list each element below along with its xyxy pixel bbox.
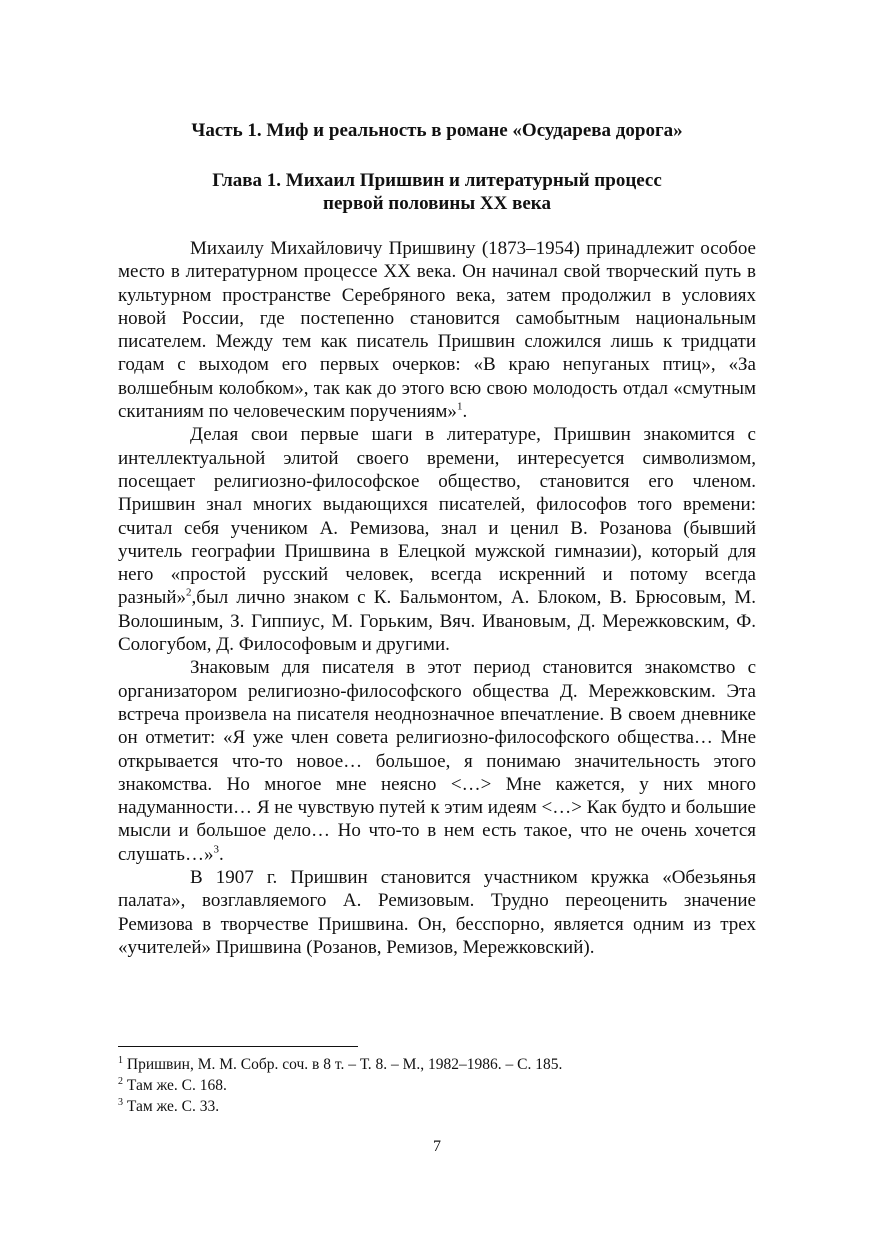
paragraph-1 [118,237,756,423]
chapter-title-line-2: первой половины XX века [323,193,551,214]
chapter-title [118,169,756,215]
footnote-number: 2 [118,1075,123,1087]
part-title: Часть 1. Миф и реальность в романе «Осударева дорога» [191,120,683,141]
paragraph-tail: . [218,843,224,865]
page-number: 7 [433,1138,441,1155]
paragraph-text: В 1907 г. Пришвин становится участником кружка «Обезьянья палата», возглавляемого А. Ремизовым. Трудно переоценить значение Ремизова в творчестве Пришвина. Он, бесспорно, является одним из трех «учителей» Пришвина (Розанов, Ремизов, Мережковский). [118,867,756,958]
paragraph-tail: ,был лично знаком с К. Бальмонтом, А. Блоком, В. Брюсовым, М. Волошиным, З. Гиппиус, М. Горьким, Вяч. Ивановым, Д. Мережковским, Ф. Сологубом, Д. Философовым и другими. [118,587,756,656]
footnote-text: Там же. С. 33. [126,1098,220,1115]
footnote-ref-1: 1 [456,400,463,413]
body-text [118,237,756,959]
paragraph-text: Делая свои первые шаги в литературе, Пришвин знакомится с интеллектуальной элитой своего времени, интересуется символизмом, посещает религиозно-философское общество, становится его членом. Пришвин знал многих выдающихся писателей, философов того времени: считал себя учеником А. Ремизова, знал и ценил В. Розанова (бывший учитель географии Пришвина в Елецкой мужской гимназии), который для него «простой русский человек, всегда искренний и потому всегда разный» [118,424,756,609]
chapter-title-line-1: Глава 1. Михаил Пришвин и литературный процесс [212,170,662,191]
footnote-number: 3 [118,1096,123,1108]
footnote-text: Пришвин, М. М. Собр. соч. в 8 т. – Т. 8. – М., 1982–1986. – С. 185. [126,1056,563,1073]
paragraph-tail: . [462,401,468,423]
footnote-2 [118,1075,756,1096]
paragraph-text: Знаковым для писателя в этот период становится знакомство с организатором религиозно-философского общества Д. Мережковским. Эта встреча произвела на писателя неоднозначное впечатление. В своем дневнике он отметит: «Я уже член совета религиозно-философского общества… Мне открывается что-то новое… большое, я понимаю значительность этого знакомства. Но многое мне неясно <…> Мне кажется, у них много надуманности… Я не чувствую путей к этим идеям <…> Как будто и большие мысли и большое дело… Но что-то в нем есть такое, что не очень хочется слушать…» [118,657,756,865]
footnote-ref-2: 2 [186,587,192,600]
footnote-text: Там же. С. 168. [126,1077,227,1094]
paragraph-3 [118,656,756,866]
paragraph-4 [118,866,756,959]
footnote-number: 1 [118,1054,123,1066]
footnote-ref-3: 3 [213,843,219,856]
footnote-divider [118,1046,358,1047]
footnote-1 [118,1054,756,1075]
footnotes [118,1054,756,1117]
footnote-3 [118,1096,756,1117]
paragraph-text: Михаилу Михайловичу Пришвину (1873–1954) принадлежит особое место в литературном процессе ХХ века. Он начинал свой творческий путь в культурном пространстве Серебряного века, затем продолжил в условиях новой России, где постепенно становится самобытным национальным писателем. Между тем как писатель Пришвин сложился лишь к тридцати годам с выходом его первых очерков: «В краю непуганых птиц», «За волшебным колобком», так как до этого всю свою молодость отдал «смутным скитаниям по человеческим поручениям» [118,238,756,423]
paragraph-2 [118,423,756,656]
